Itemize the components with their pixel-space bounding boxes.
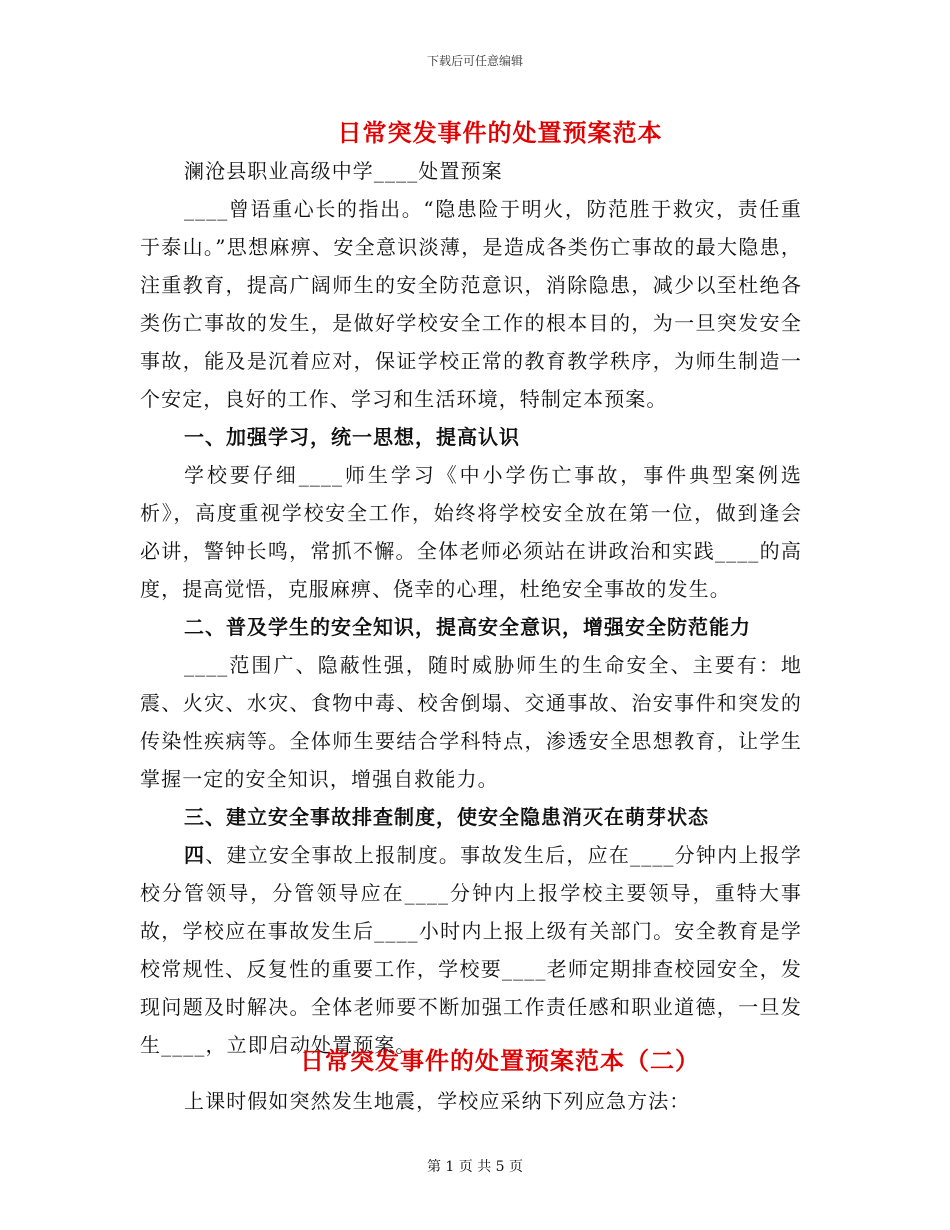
section-paragraph-1: 学校要仔细____师生学习《中小学伤亡事故，事件典型案例选析》，高度重视学校安全工作，始终将学校安全放在第一位，做到逢会必讲，警钟长鸣，常抓不懈。全体老师必须站在讲政治和实践____的高度，提高觉悟，克服麻痹、侥幸的心理，杜绝安全事故的发生。 — [140, 463, 802, 601]
section-4-number: 四 — [184, 843, 206, 867]
section-paragraph-4 — [140, 836, 802, 1064]
section-heading-3: 三、建立安全事故排查制度，使安全隐患消灭在萌芽状态 — [184, 805, 709, 829]
document-body-2 — [140, 1082, 802, 1120]
section-4-text: 、建立安全事故上报制度。事故发生后，应在____分钟内上报学校分管领导，分管领导应在____分钟内上报学校主要领导，重特大事故，学校应在事故发生后____小时内上报上级有关部门。安全教育是学校常规性、反复性的重要工作，学校要____老师定期排查校园安全，发现问题及时解决。全体老师要不断加强工作责任感和职业道德，一旦发生____，立即启动处置预案。 — [140, 843, 802, 1057]
section-heading-1: 一、加强学习，统一思想，提高认识 — [184, 425, 520, 449]
section-paragraph-2: ____范围广、隐蔽性强，随时威胁师生的生命安全、主要有：地震、火灾、水灾、食物中毒、校舍倒塌、交通事故、治安事件和突发的传染性疾病等。全体师生要结合学科特点，渗透安全思想教育，让学生掌握一定的安全知识，增强自救能力。 — [140, 653, 802, 791]
document-title: 日常突发事件的处置预案范本 — [337, 119, 663, 147]
page-footer: 第 1 页 共 5 页 — [426, 1159, 524, 1175]
document-title-2: 日常突发事件的处置预案范本（二） — [300, 1047, 700, 1075]
intro-line: 澜沧县职业高级中学____处置预案 — [184, 159, 503, 183]
intro-paragraph: ____曾语重心长的指出。“隐患险于明火，防范胜于救灾，责任重于泰山。”思想麻痹、安全意识淡薄，是造成各类伤亡事故的最大隐患，注重教育，提高广阔师生的安全防范意识，消除隐患，减少以至杜绝各类伤亡事故的发生，是做好学校安全工作的根本目的，为一旦突发安全事故，能及是沉着应对，保证学校正常的教育教学秩序，为师生制造一个安定，良好的工作、学习和生活环境，特制定本预案。 — [140, 197, 802, 411]
section-heading-2: 二、普及学生的安全知识，提高安全意识，增强安全防范能力 — [184, 615, 751, 639]
document-body — [140, 152, 802, 1064]
page-header: 下载后可任意编辑 — [426, 54, 523, 68]
earthquake-paragraph: 上课时假如突然发生地震，学校应采纳下列应急方法： — [184, 1089, 691, 1113]
